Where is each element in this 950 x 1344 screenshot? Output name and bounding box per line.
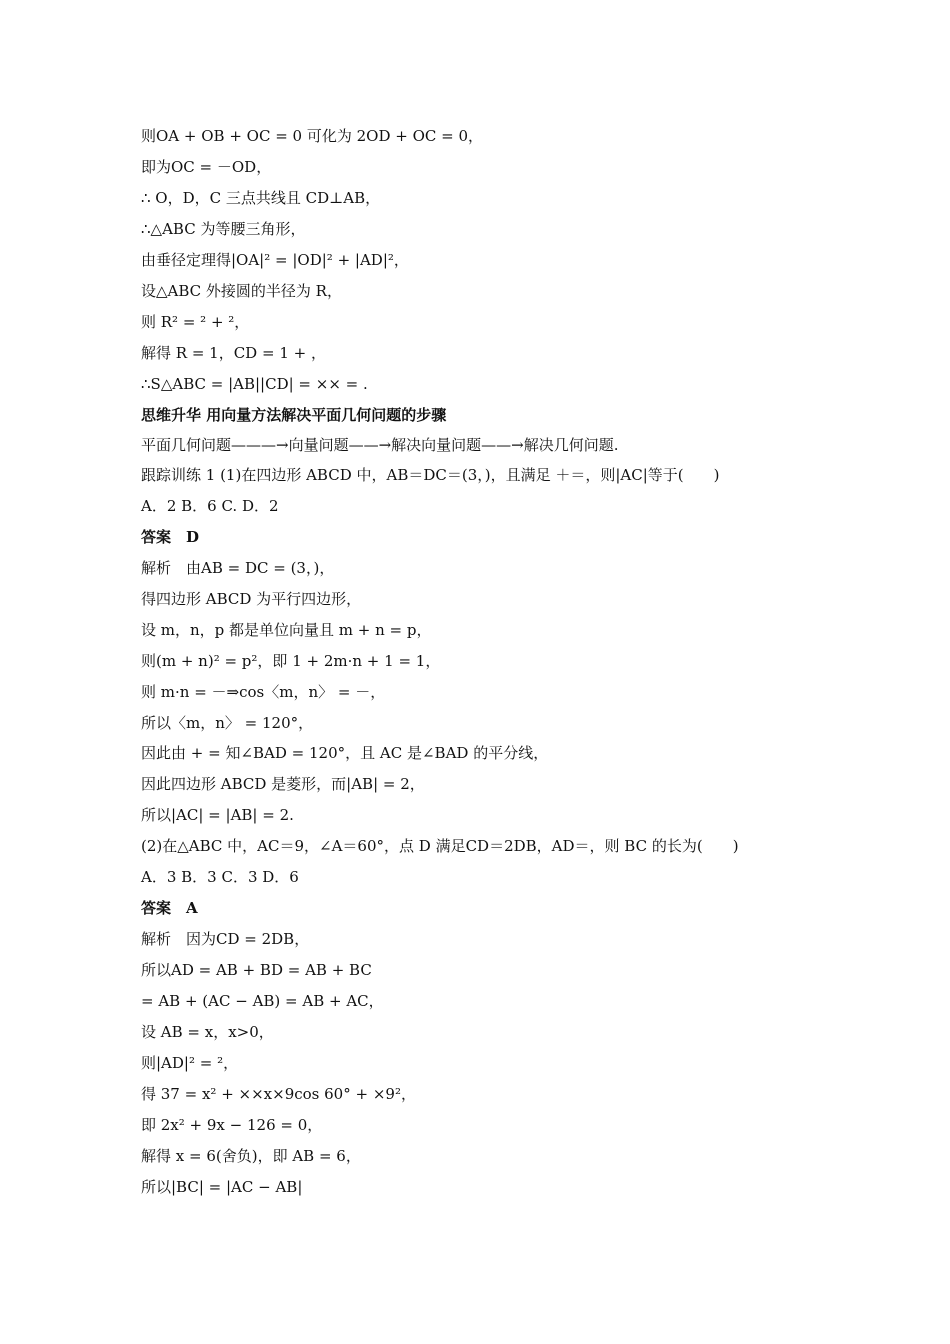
answer-options: A．3 B．3 C．3 D．6 — [141, 868, 299, 886]
text-line: 得四边形 ABCD 为平行四边形， — [141, 590, 362, 608]
text-line: ∴S△ABC = |AB||CD| = ×× = . — [141, 375, 368, 393]
text-line: 即为OC = －OD， — [141, 158, 272, 176]
section-heading: 思维升华 用向量方法解决平面几何问题的步骤 — [141, 406, 447, 424]
text-line: 所以AD = AB + BD = AB + BC — [141, 961, 372, 979]
text-line: 平面几何问题———→向量问题——→解决向量问题——→解决几何问题. — [141, 436, 619, 454]
answer-line: 答案 D — [141, 528, 200, 546]
text-line: 因此四边形 ABCD 是菱形，而|AB| = 2， — [141, 775, 425, 793]
text-line: 解得 R = 1，CD = 1 + ， — [141, 344, 326, 362]
text-line: 所以|BC| = |AC − AB| — [141, 1178, 303, 1196]
text-line: 设 AB = x，x>0， — [141, 1023, 274, 1041]
text-line: 即 2x² + 9x − 126 = 0， — [141, 1116, 323, 1134]
text-line: 所以〈m，n〉 = 120°， — [141, 714, 314, 732]
analysis-line: 解析 因为CD = 2DB， — [141, 930, 310, 948]
exercise-question: 跟踪训练 1 (1)在四边形 ABCD 中，AB＝DC＝(3，)，且满足 ＋＝，则|AC|等于( ) — [141, 466, 720, 484]
exercise-question: (2)在△ABC 中，AC＝9，∠A＝60°，点 D 满足CD＝2DB，AD＝，则 BC 的长为( ) — [141, 837, 739, 855]
answer-options: A．2 B．6 C. D．2 — [141, 497, 279, 515]
text-line: 则|AD|² = ²， — [141, 1054, 239, 1072]
text-line: 所以|AC| = |AB| = 2. — [141, 806, 294, 824]
analysis-line: 解析 由AB = DC = (3，)， — [141, 559, 335, 577]
text-line: = AB + (AC − AB) = AB + AC， — [141, 992, 384, 1010]
text-line: ∴△ABC 为等腰三角形， — [141, 220, 306, 238]
text-line: 得 37 = x² + ××x×9cos 60° + ×9²， — [141, 1085, 416, 1103]
text-line: 设△ABC 外接圆的半径为 R， — [141, 282, 342, 300]
text-line: 解得 x = 6(舍负)，即 AB = 6， — [141, 1147, 361, 1165]
text-line: 则(m + n)² = p²，即 1 + 2m·n + 1 = 1， — [141, 652, 441, 670]
text-line: 则OA + OB + OC = 0 可化为 2OD + OC = 0， — [141, 127, 484, 145]
text-line: 设 m，n，p 都是单位向量且 m + n = p， — [141, 621, 432, 639]
text-line: ∴ O，D，C 三点共线且 CD⊥AB， — [141, 189, 381, 207]
text-line: 由垂径定理得|OA|² = |OD|² + |AD|²， — [141, 251, 409, 269]
text-line: 则 m·n = －⇒cos〈m，n〉 = －， — [141, 683, 386, 701]
answer-line: 答案 A — [141, 899, 198, 917]
text-line: 因此由 + = 知∠BAD = 120°，且 AC 是∠BAD 的平分线， — [141, 744, 549, 762]
text-line: 则 R² = ² + ²， — [141, 313, 250, 331]
